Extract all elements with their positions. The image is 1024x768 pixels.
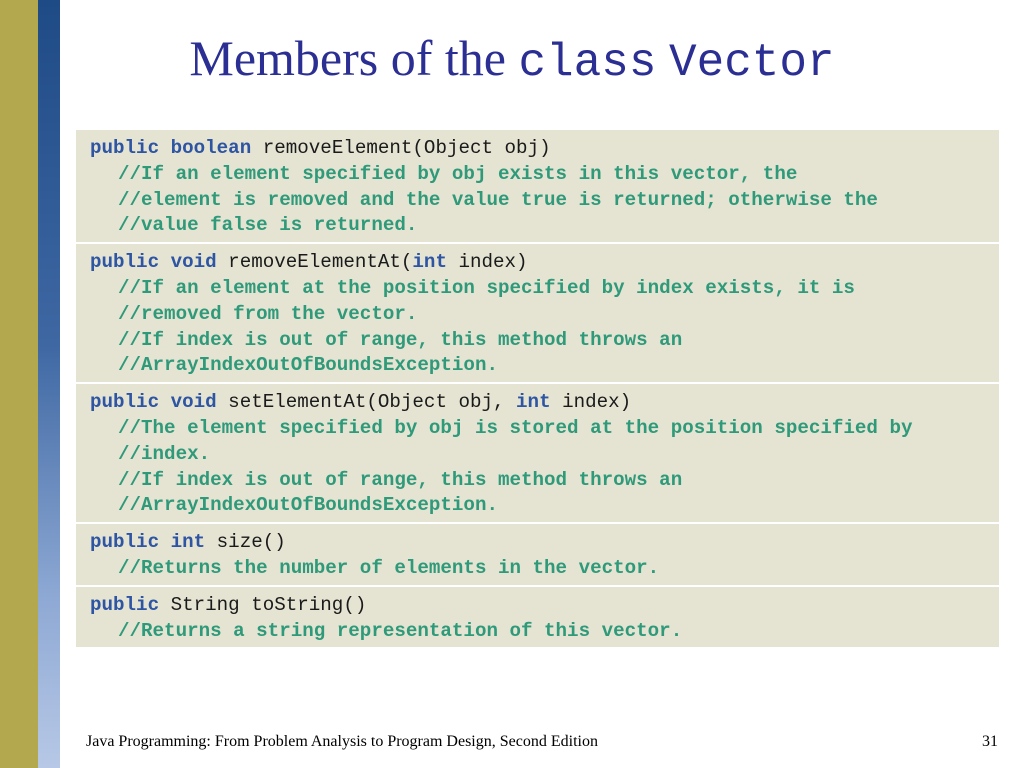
keyword-token: void [170,391,217,414]
method-row [76,384,999,524]
keyword-token: int [516,391,551,414]
method-signature [90,250,999,276]
method-comment: //value false is returned. [118,214,418,237]
method-comment: //element is removed and the value true is returned; otherwise the [118,188,878,211]
keyword-token: int [412,251,447,274]
method-row [76,130,999,244]
method-comment: //removed from the vector. [118,302,418,325]
method-comment: //If an element at the position specified by index exists, it is [118,276,855,299]
method-comment: //Returns a string representation of this vector. [118,619,683,642]
method-signature [90,593,999,619]
left-blue-bar [38,0,60,768]
code-token: String toString() [159,593,367,616]
method-signature [90,530,999,556]
slide-title [0,18,1024,98]
left-olive-bar [0,0,38,768]
code-token: index) [446,251,528,274]
keyword-token: void [170,251,217,274]
method-comment: //If an element specified by obj exists in this vector, the [118,162,798,185]
code-token: size() [205,531,286,554]
method-row [76,587,999,650]
code-token [159,137,171,159]
method-signature [90,390,999,416]
title-code-class: class [518,37,657,89]
keyword-token: public [90,391,160,414]
title-text: Members of the [189,30,519,86]
method-row [76,244,999,384]
keyword-token: boolean [170,137,252,159]
page-number: 31 [982,733,998,750]
method-table [76,128,999,649]
method-comment: //If index is out of range, this method throws an [118,468,683,491]
code-token [159,531,171,553]
code-token [159,391,171,413]
footer-text: Java Programming: From Problem Analysis to Program Design, Second Edition [86,733,598,750]
method-signature [90,136,999,162]
code-token: removeElementAt( [216,251,413,274]
keyword-token: public [90,137,160,159]
method-comment: //The element specified by obj is stored at the position specified by [118,416,913,439]
keyword-token: public [90,593,160,616]
keyword-token: public [90,531,160,554]
method-comment: //ArrayIndexOutOfBoundsException. [118,494,498,517]
code-token: removeElement(Object obj) [251,137,551,159]
keyword-token: public [90,251,160,274]
method-row [76,524,999,587]
code-token: index) [550,391,632,414]
title-code-vector: Vector [668,37,835,89]
method-comment: //index. [118,442,211,465]
method-comment: //ArrayIndexOutOfBoundsException. [118,354,498,377]
keyword-token: int [170,531,206,554]
code-token: setElementAt(Object obj, [216,391,517,414]
code-token [159,251,171,273]
method-comment: //Returns the number of elements in the vector. [118,556,660,579]
method-comment: //If index is out of range, this method throws an [118,328,683,351]
